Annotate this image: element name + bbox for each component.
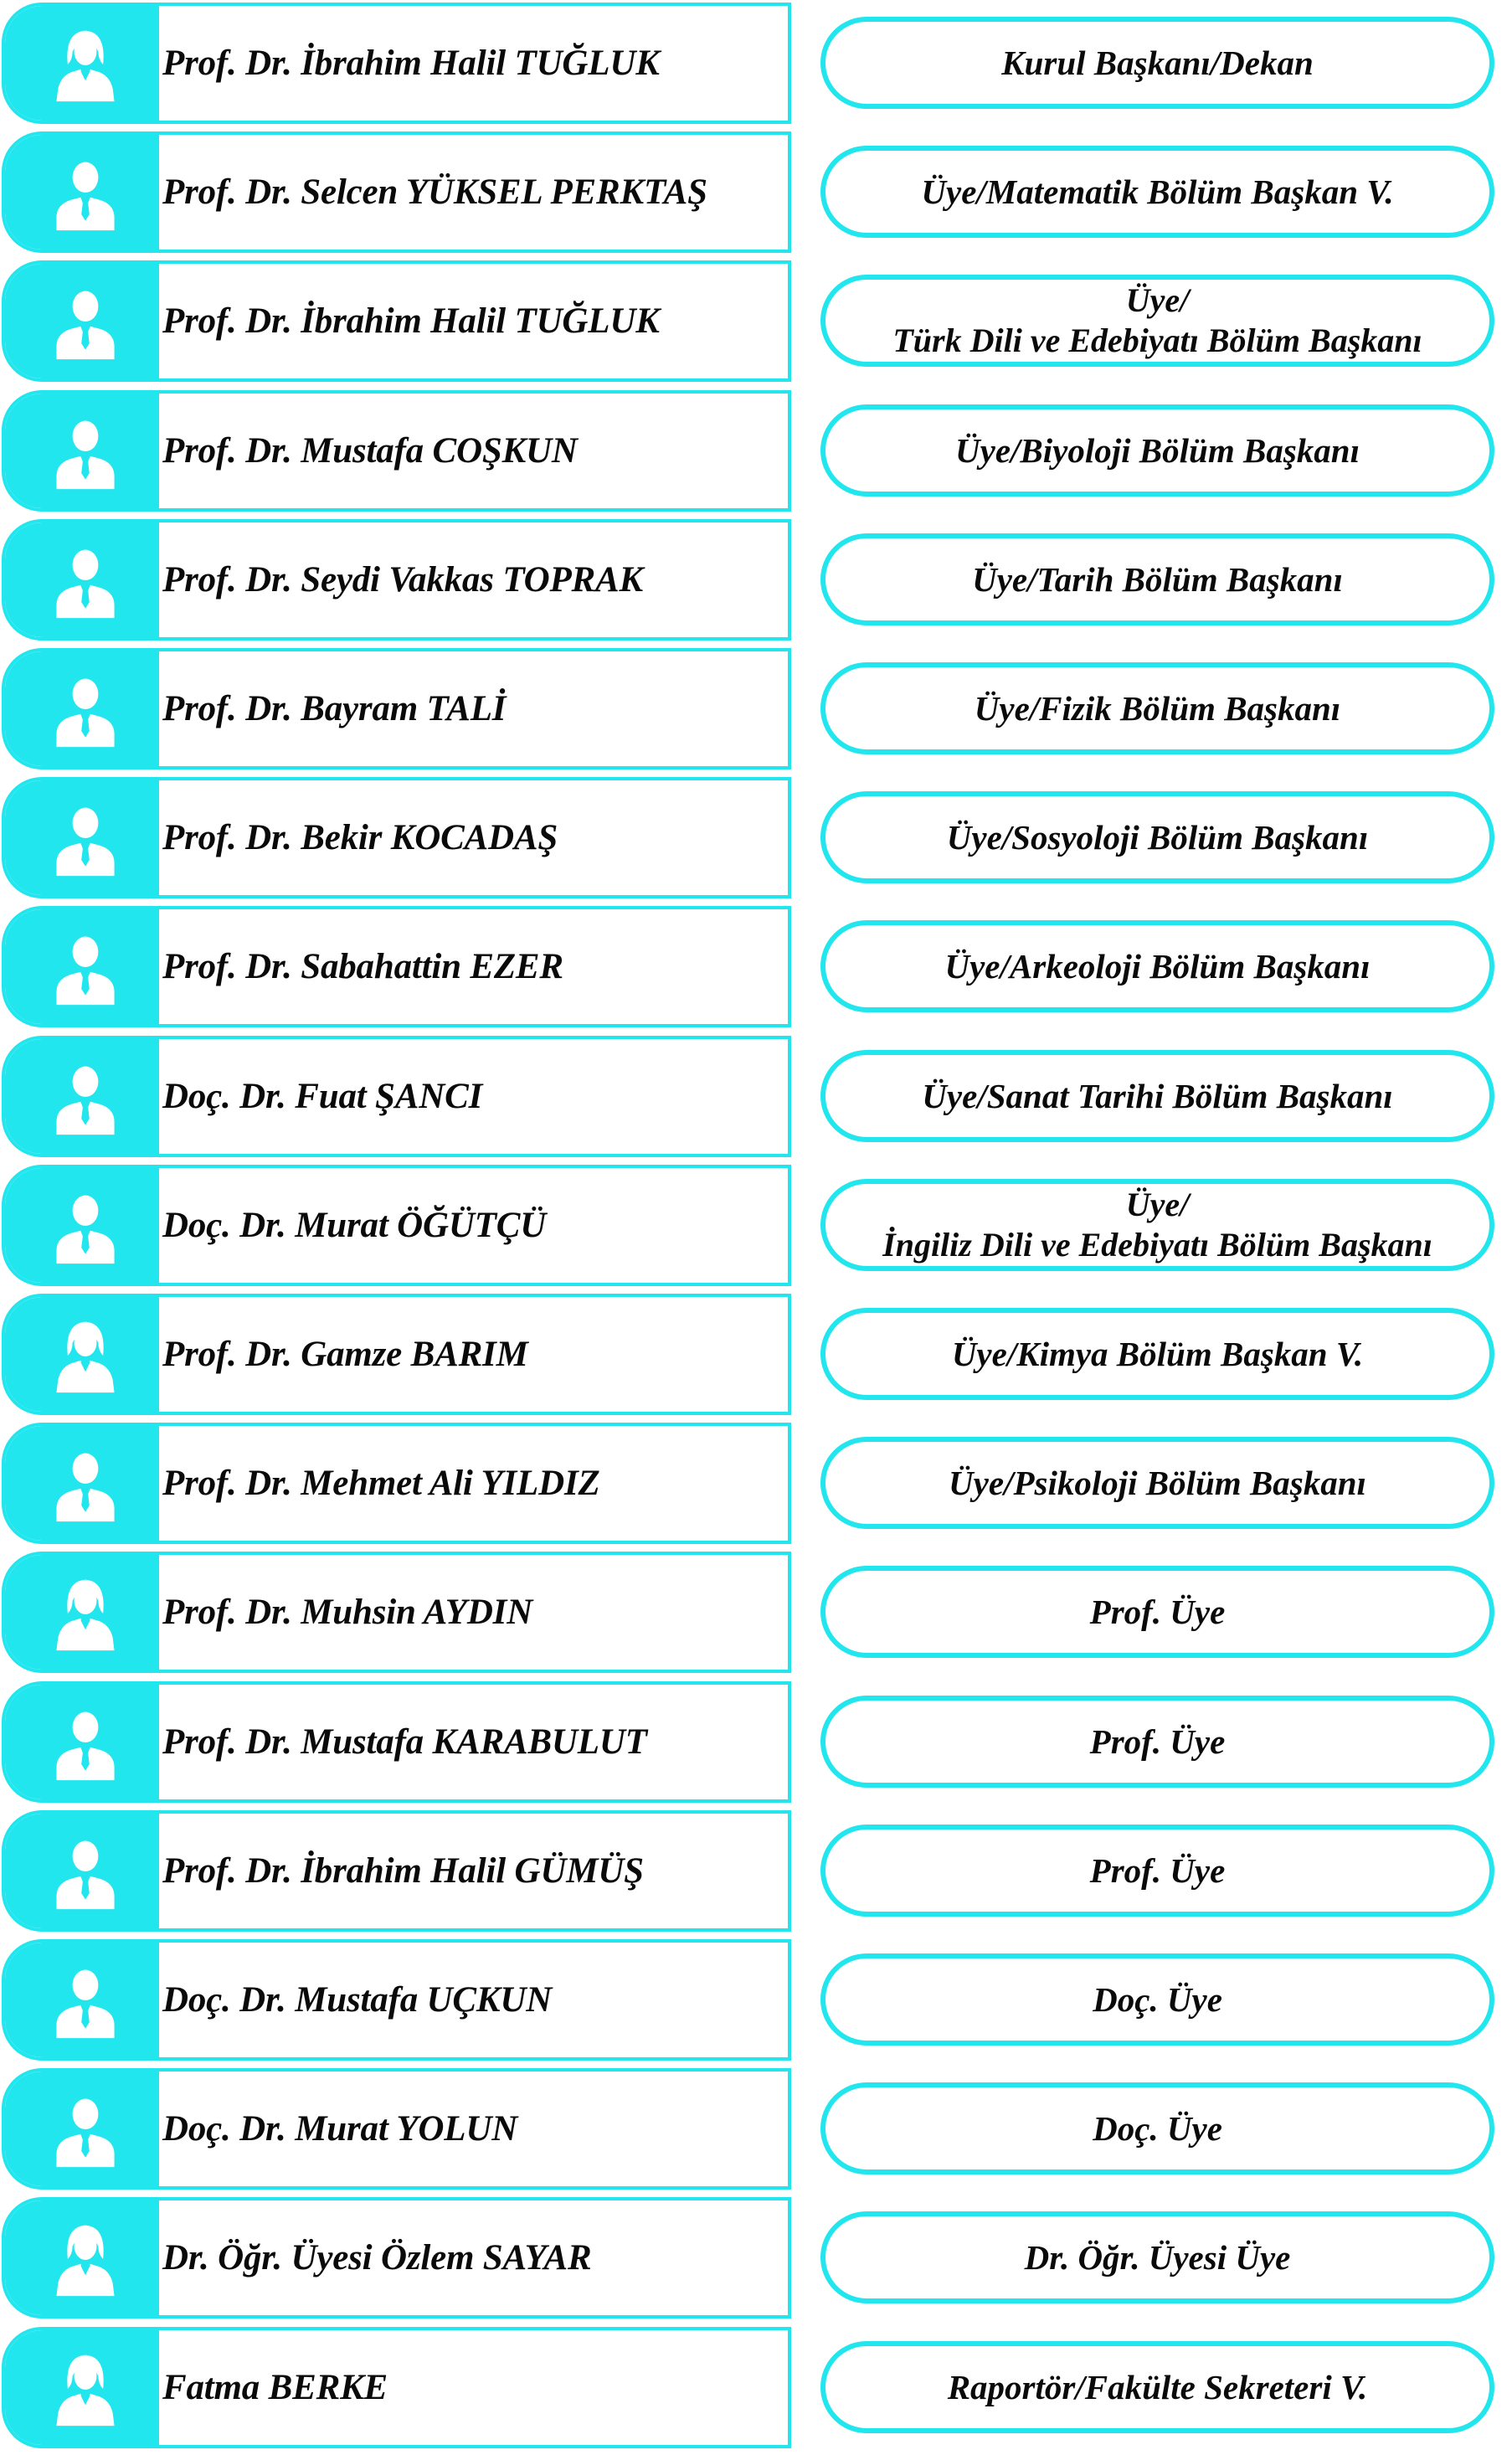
member-name: Prof. Dr. Bayram TALİ bbox=[162, 689, 507, 728]
member-row bbox=[0, 390, 1512, 518]
male-user-icon bbox=[5, 522, 159, 637]
male-user-icon bbox=[5, 1685, 159, 1799]
member-role: Üye/Biyoloji Bölüm Başkanı bbox=[820, 404, 1494, 497]
member-role: Üye/Psikoloji Bölüm Başkanı bbox=[820, 1437, 1494, 1529]
member-name-card bbox=[2, 1294, 791, 1415]
member-name-card bbox=[2, 1810, 791, 1932]
member-name: Dr. Öğr. Üyesi Özlem SAYAR bbox=[162, 2238, 592, 2277]
member-name-card bbox=[2, 1552, 791, 1673]
member-name: Prof. Dr. Gamze BARIM bbox=[162, 1335, 528, 1374]
member-row bbox=[0, 1036, 1512, 1164]
member-name: Prof. Dr. Muhsin AYDIN bbox=[162, 1593, 533, 1632]
male-user-icon bbox=[5, 1039, 159, 1154]
male-user-icon bbox=[5, 1168, 159, 1283]
member-row bbox=[0, 648, 1512, 776]
member-name: Prof. Dr. Mustafa COŞKUN bbox=[162, 431, 578, 471]
member-name-card bbox=[2, 1165, 791, 1286]
member-name-card bbox=[2, 519, 791, 641]
member-name-card bbox=[2, 131, 791, 253]
member-name-card bbox=[2, 2327, 791, 2448]
member-row bbox=[0, 1681, 1512, 1809]
member-name: Doç. Dr. Mustafa UÇKUN bbox=[162, 1980, 553, 2020]
member-role: Prof. Üye bbox=[820, 1696, 1494, 1788]
member-row bbox=[0, 2327, 1512, 2455]
member-name-card bbox=[2, 1939, 791, 2061]
male-user-icon bbox=[5, 2072, 159, 2186]
male-user-icon bbox=[5, 394, 159, 508]
member-name-card bbox=[2, 260, 791, 382]
member-role: Dr. Öğr. Üyesi Üye bbox=[820, 2211, 1494, 2303]
member-role: Kurul Başkanı/Dekan bbox=[820, 17, 1494, 109]
male-user-icon bbox=[5, 1943, 159, 2057]
member-role: Üye/ Türk Dili ve Edebiyatı Bölüm Başkanı bbox=[820, 275, 1494, 367]
member-role: Üye/Matematik Bölüm Başkan V. bbox=[820, 146, 1494, 238]
member-name: Prof. Dr. Seydi Vakkas TOPRAK bbox=[162, 560, 643, 600]
male-user-icon bbox=[5, 909, 159, 1024]
member-name: Doç. Dr. Fuat ŞANCI bbox=[162, 1077, 483, 1116]
member-role: Raportör/Fakülte Sekreteri V. bbox=[820, 2341, 1494, 2433]
female-user-icon bbox=[5, 1555, 159, 1670]
member-role: Prof. Üye bbox=[820, 1825, 1494, 1917]
member-name-card bbox=[2, 2197, 791, 2319]
member-role: Üye/Sanat Tarihi Bölüm Başkanı bbox=[820, 1050, 1494, 1142]
male-user-icon bbox=[5, 1814, 159, 1928]
member-row bbox=[0, 519, 1512, 647]
male-user-icon bbox=[5, 651, 159, 766]
member-role: Doç. Üye bbox=[820, 2082, 1494, 2175]
member-role: Üye/Sosyoloji Bölüm Başkanı bbox=[820, 791, 1494, 883]
member-role: Üye/Tarih Bölüm Başkanı bbox=[820, 533, 1494, 625]
member-name: Fatma BERKE bbox=[162, 2368, 388, 2407]
member-name-card bbox=[2, 906, 791, 1027]
member-row bbox=[0, 131, 1512, 260]
member-name: Prof. Dr. İbrahim Halil TUĞLUK bbox=[162, 44, 660, 83]
male-user-icon bbox=[5, 1426, 159, 1541]
member-row bbox=[0, 2068, 1512, 2196]
member-role: Üye/Arkeoloji Bölüm Başkanı bbox=[820, 920, 1494, 1012]
member-role: Üye/Kimya Bölüm Başkan V. bbox=[820, 1308, 1494, 1400]
member-name-card bbox=[2, 3, 791, 124]
member-name: Prof. Dr. Sabahattin EZER bbox=[162, 947, 563, 986]
member-name: Prof. Dr. İbrahim Halil GÜMÜŞ bbox=[162, 1851, 644, 1891]
member-name: Doç. Dr. Murat ÖĞÜTÇÜ bbox=[162, 1206, 547, 1245]
member-row bbox=[0, 906, 1512, 1034]
member-name-card bbox=[2, 2068, 791, 2190]
female-user-icon bbox=[5, 2200, 159, 2315]
member-row bbox=[0, 3, 1512, 131]
member-row bbox=[0, 1165, 1512, 1293]
male-user-icon bbox=[5, 780, 159, 895]
male-user-icon bbox=[5, 264, 159, 378]
member-name: Doç. Dr. Murat YOLUN bbox=[162, 2109, 518, 2149]
male-user-icon bbox=[5, 135, 159, 250]
female-user-icon bbox=[5, 2330, 159, 2445]
member-row bbox=[0, 777, 1512, 905]
member-row bbox=[0, 1294, 1512, 1422]
female-user-icon bbox=[5, 6, 159, 121]
member-name: Prof. Dr. İbrahim Halil TUĞLUK bbox=[162, 301, 660, 341]
member-name: Prof. Dr. Selcen YÜKSEL PERKTAŞ bbox=[162, 172, 707, 212]
member-row bbox=[0, 1939, 1512, 2067]
member-name-card bbox=[2, 648, 791, 769]
member-role: Doç. Üye bbox=[820, 1953, 1494, 2046]
member-row bbox=[0, 1423, 1512, 1551]
member-name-card bbox=[2, 1681, 791, 1803]
member-row bbox=[0, 1810, 1512, 1938]
member-name: Prof. Dr. Bekir KOCADAŞ bbox=[162, 818, 558, 857]
female-user-icon bbox=[5, 1297, 159, 1412]
member-role: Prof. Üye bbox=[820, 1566, 1494, 1658]
member-name-card bbox=[2, 390, 791, 512]
member-row bbox=[0, 2197, 1512, 2325]
member-name-card bbox=[2, 777, 791, 898]
member-name: Prof. Dr. Mustafa KARABULUT bbox=[162, 1722, 647, 1762]
member-row bbox=[0, 260, 1512, 389]
member-role: Üye/ İngiliz Dili ve Edebiyatı Bölüm Başkanı bbox=[820, 1179, 1494, 1271]
member-name-card bbox=[2, 1036, 791, 1157]
member-name-card bbox=[2, 1423, 791, 1544]
member-row bbox=[0, 1552, 1512, 1680]
member-role: Üye/Fizik Bölüm Başkanı bbox=[820, 662, 1494, 754]
member-name: Prof. Dr. Mehmet Ali YILDIZ bbox=[162, 1464, 600, 1503]
